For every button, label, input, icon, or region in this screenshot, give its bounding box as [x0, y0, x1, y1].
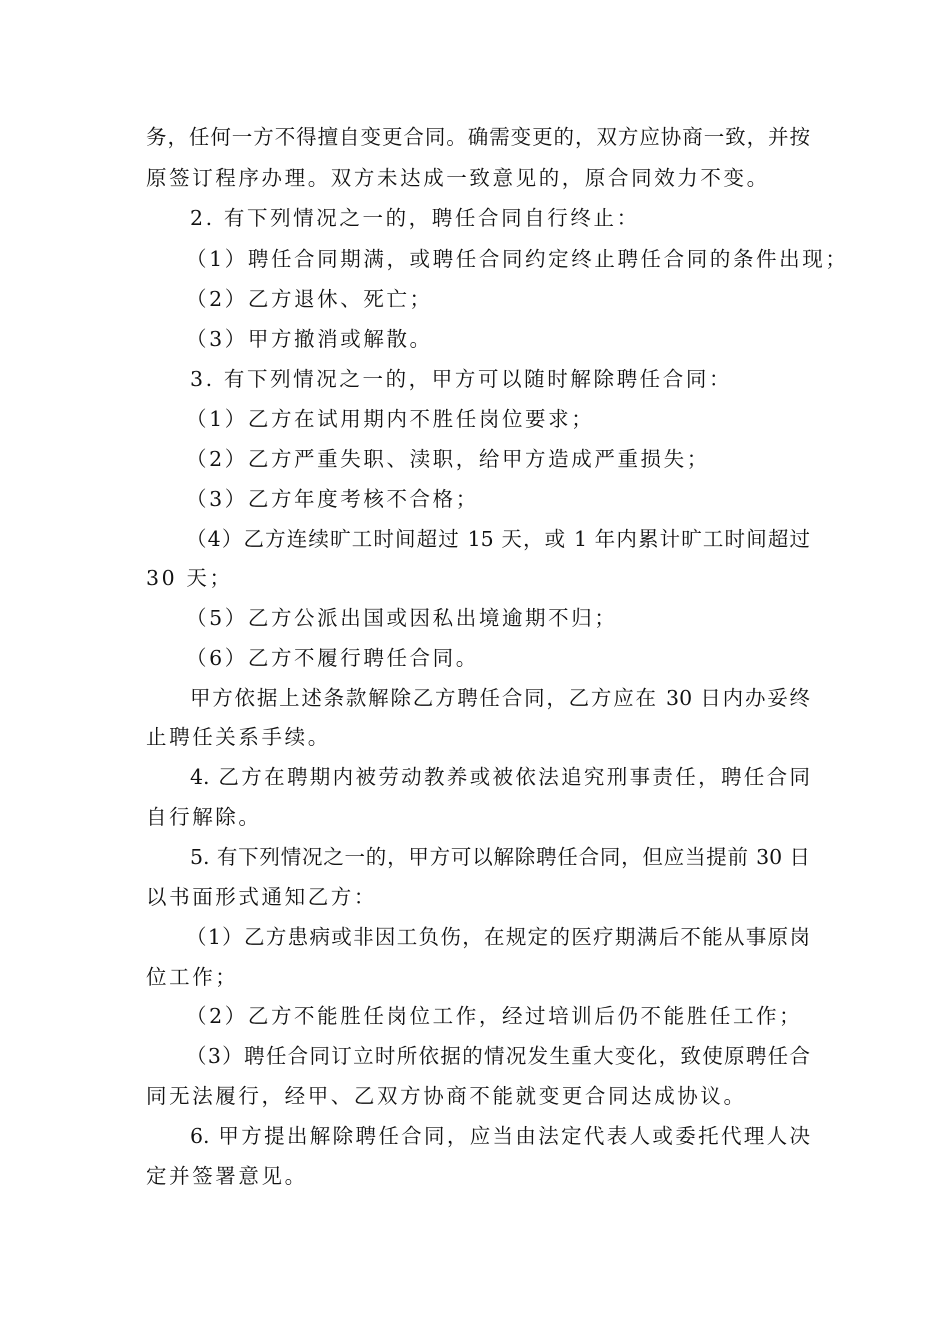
text-line: （1）乙方患病或非因工负伤，在规定的医疗期满后不能从事原岗: [186, 925, 810, 949]
text-line: 止聘任关系手续。: [146, 725, 331, 749]
text-line: （1）聘任合同期满，或聘任合同约定终止聘任合同的条件出现；: [186, 247, 849, 271]
text-line: （5）乙方公派出国或因私出境逾期不归；: [186, 606, 618, 630]
text-line: 5. 有下列情况之一的，甲方可以解除聘任合同，但应当提前 30 日: [190, 845, 810, 869]
text-line: 位工作；: [146, 965, 239, 989]
text-line: （2）乙方退休、死亡；: [186, 287, 433, 311]
text-line: （4）乙方连续旷工时间超过 15 天，或 1 年内累计旷工时间超过: [186, 527, 810, 551]
text-line: 30 天；: [146, 566, 233, 590]
text-line: （3）乙方年度考核不合格；: [186, 487, 479, 511]
text-line: （2）乙方不能胜任岗位工作，经过培训后仍不能胜任工作；: [186, 1004, 803, 1028]
text-line: 同无法履行，经甲、乙双方协商不能就变更合同达成协议。: [146, 1084, 747, 1108]
text-line: 以书面形式通知乙方：: [146, 885, 377, 909]
text-line: （1）乙方在试用期内不胜任岗位要求；: [186, 407, 595, 431]
text-line: 2. 有下列情况之一的，聘任合同自行终止：: [190, 206, 640, 230]
text-line: 定并签署意见。: [146, 1164, 308, 1188]
text-line: 6. 甲方提出解除聘任合同，应当由法定代表人或委托代理人决: [190, 1124, 810, 1148]
text-line: （3）甲方撤消或解散。: [186, 327, 433, 351]
text-line: 原签订程序办理。双方未达成一致意见的，原合同效力不变。: [146, 166, 770, 190]
text-line: 3. 有下列情况之一的，甲方可以随时解除聘任合同：: [190, 367, 733, 391]
text-line: （6）乙方不履行聘任合同。: [186, 646, 479, 670]
text-line: （2）乙方严重失职、渎职，给甲方造成严重损失；: [186, 447, 710, 471]
text-line: 自行解除。: [146, 805, 262, 829]
text-line: 4. 乙方在聘期内被劳动教养或被依法追究刑事责任，聘任合同: [190, 765, 810, 789]
text-line: 甲方依据上述条款解除乙方聘任合同，乙方应在 30 日内办妥终: [190, 686, 810, 710]
text-line: 务，任何一方不得擅自变更合同。确需变更的，双方应协商一致，并按: [146, 125, 810, 149]
text-line: （3）聘任合同订立时所依据的情况发生重大变化，致使原聘任合: [186, 1044, 810, 1068]
